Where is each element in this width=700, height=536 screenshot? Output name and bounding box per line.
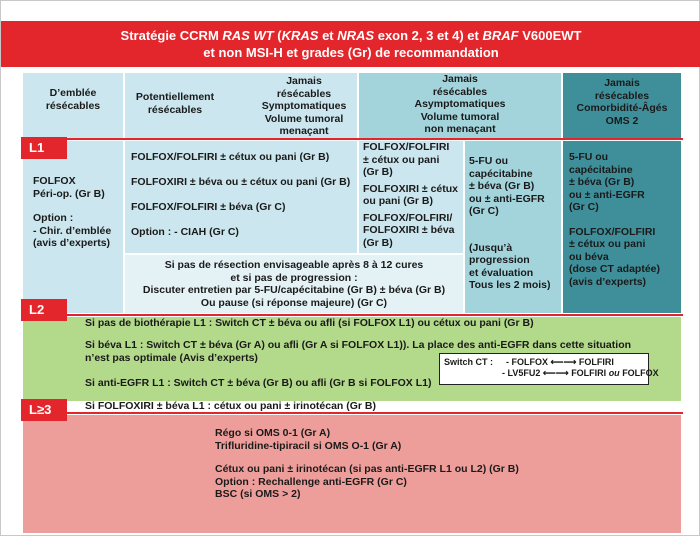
col-text: Potentiellement résécables — [135, 91, 215, 116]
l1-demblee-cell: FOLFOX Péri-op. (Gr B) Option : - Chir. d’emblée (avis d’experts) — [23, 141, 123, 313]
col-text: Jamais résécables Symptomatiques Volume tumoral menaçant — [261, 75, 347, 137]
l3-item: BSC (si OMS > 2) — [215, 488, 301, 500]
l1-asymptomatiques-chemo-cell: FOLFOX/FOLFIRI ± cétux ou pani (Gr B) FOLFOXIRI ± cétux ou pani (Gr B) FOLFOX/FOLFIRI/ FOLFOXIRI ± béva (Gr B) — [359, 141, 463, 253]
title-line-2: et non MSI-H et grades (Gr) de recommandation — [203, 45, 499, 60]
l1-potentiellement-cell: FOLFOX/FOLFIRI ± cétux ou pani (Gr B) FOLFOXIRI ± béva ou ± cétux ou pani (Gr B) FOLFOX/FOLFIRI ± béva (Gr C) Option : - CIAH (Gr C) — [125, 141, 357, 253]
col-text: résécables — [45, 99, 101, 112]
switch-ct-box: Switch CT : - FOLFOX ⟵⟶ FOLFIRI - LV5FU2 ⟵⟶ FOLFIRI ou FOLFOX — [439, 353, 649, 385]
l1-maintenance-cell: Si pas de résection envisageable après 8 à 12 cures et si pas de progression : Discuter entretien par 5-FU/capécitabine (Gr B) ± béva (Gr B) Ou pause (si réponse majeure) (Gr C) — [125, 255, 463, 313]
l2-line-1: Si pas de biothérapie L1 : Switch CT ± béva ou afli (si FOLFOX L1) ou cétux ou pani (Gr B) — [85, 317, 534, 329]
l1-separator — [21, 138, 683, 140]
col-text: D’emblée — [49, 87, 97, 99]
l1-comorbidite-cell: 5-FU ou capécitabine ± béva (Gr B) ou ± anti-EGFR (Gr C) FOLFOX/FOLFIRI ± cétux ou pani ou béva (dose CT adaptée) (avis d’experts) — [563, 141, 681, 313]
switch-label: Switch CT : — [444, 357, 493, 367]
l1-asymptomatiques-mono-cell: 5-FU ou capécitabine ± béva (Gr B) ou ± anti-EGFR (Gr C) (Jusqu’à progression et évaluation Tous les 2 mois) — [465, 141, 561, 313]
l2-line-4: Si FOLFOXIRI ± béva L1 : cétux ou pani ± irinotécan (Gr B) — [85, 400, 376, 412]
line-tag-l1: L1 — [21, 137, 67, 159]
col-header-comorbidite: Jamais résécables Comorbidité-Âgés OMS 2 — [563, 73, 681, 139]
l3-item: Cétux ou pani ± irinotécan (si pas anti-EGFR L1 ou L2) (Gr B) — [215, 463, 519, 475]
line-tag-l2: L2 — [21, 299, 67, 321]
l3-item: Option : Rechallenge anti-EGFR (Gr C) — [215, 475, 407, 488]
l3-band — [23, 415, 681, 533]
swap-arrow-icon: ⟵⟶ — [550, 357, 577, 367]
line-tag-l3: L≥3 — [21, 399, 67, 421]
col-header-asymptomatiques: Jamais résécables Asymptomatiques Volume tumoral non menaçant — [359, 73, 561, 139]
col-header-potentiellement — [125, 73, 357, 139]
title-line-1: Stratégie CCRM RAS WT (KRAS et NRAS exon 2, 3 et 4) et BRAF V600EWT — [120, 28, 582, 43]
l2-line-3: Si anti-EGFR L1 : Switch CT ± béva (Gr B) ou afli (Gr B si FOLFOX L1) — [85, 377, 432, 389]
title-banner — [1, 21, 700, 67]
l2-line-2: Si béva L1 : Switch CT ± béva (Gr A) ou afli (Gr A si FOLFOX L1)). La place des anti-EGFR dans cette situation n’est pas optimale (Avis d’experts) — [85, 339, 632, 364]
l2-separator — [21, 314, 683, 316]
l3-item: Trifluridine-tipiracil si OMS O-1 (Gr A) — [215, 439, 402, 452]
l3-separator — [21, 412, 683, 414]
swap-arrow-icon: ⟵⟶ — [542, 368, 569, 378]
col-header-demblee — [23, 73, 123, 139]
l3-item: Régo si OMS 0-1 (Gr A) — [215, 427, 331, 439]
